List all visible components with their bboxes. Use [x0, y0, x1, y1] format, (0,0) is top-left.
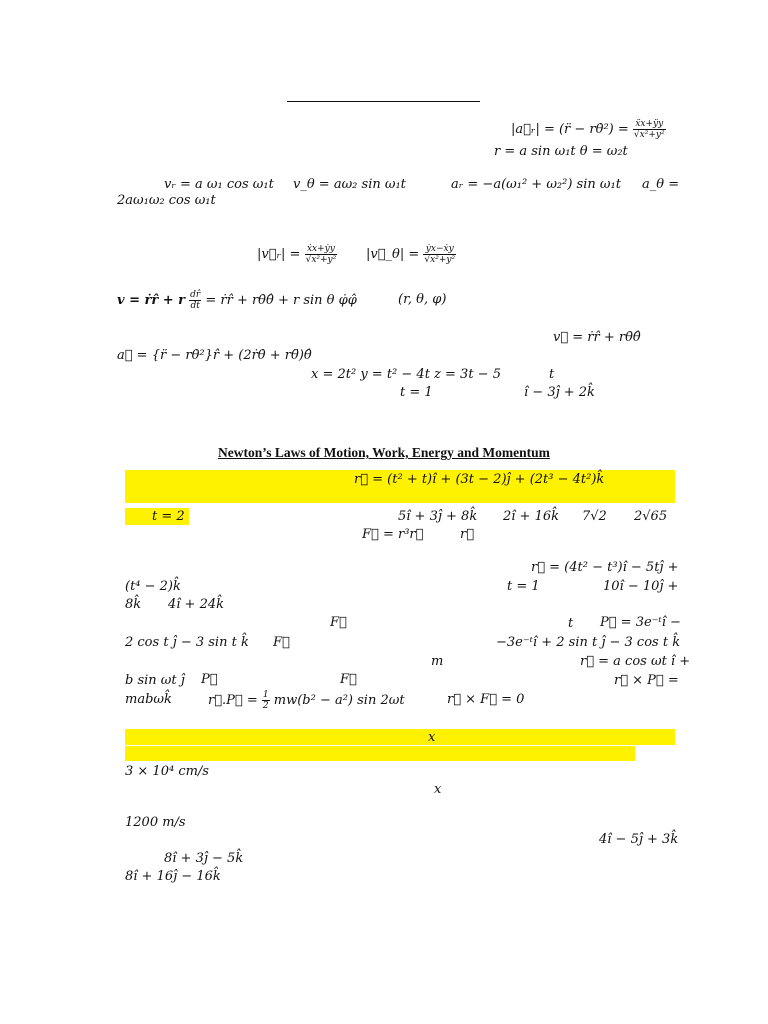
- vth-abs-fraction: [423, 244, 456, 265]
- ar-num: ẍx+ÿy: [633, 119, 666, 130]
- t-var: t: [549, 367, 555, 382]
- highlight-bar-4: [125, 729, 675, 745]
- r-theta-eq: r = a sin ω₁t θ = ω₂t: [494, 144, 628, 159]
- mab-expr: mabωk̂: [125, 692, 172, 707]
- vel-frac-num: dr̂: [190, 290, 201, 300]
- p-eq-b: 2 cos t ĵ − 3 sin t k̂: [125, 635, 249, 650]
- option-5: 10î − 10ĵ +: [603, 579, 679, 594]
- m-symbol: m: [431, 654, 444, 669]
- rxf-eq: r⃗ × F⃗ = 0: [447, 692, 525, 707]
- vtheta-eq: v_θ = aω₂ sin ω₁t: [293, 177, 406, 192]
- vth-abs-num: ẏx−ẋy: [423, 244, 456, 255]
- vr-eq: vᵣ = a ω₁ cos ω₁t: [164, 177, 274, 192]
- highlight-bar-2: [125, 489, 675, 503]
- F-symbol-2: F⃗: [273, 635, 290, 650]
- speed-2: 1200 m/s: [125, 815, 186, 830]
- atheta-lhs: a_θ =: [642, 177, 680, 192]
- option-5b: 8k̂: [125, 597, 142, 612]
- xyz-eq: x = 2t² y = t² − 4t z = 3t − 5: [311, 367, 501, 382]
- option-3: 7√2: [582, 509, 607, 524]
- vec3: 8î + 3ĵ − 5k̂: [164, 851, 244, 866]
- f-eq: F⃗ = r³r⃗: [362, 527, 424, 542]
- p-eq-a: P⃗ = 3e⁻ᵗî −: [600, 615, 681, 630]
- ar-den: √x²+y²: [633, 130, 665, 140]
- f-expr: −3e⁻ᵗî + 2 sin t ĵ − 3 cos t k̂: [496, 635, 681, 650]
- section-title: Newton’s Laws of Motion, Work, Energy and Momentum: [218, 445, 550, 460]
- ar-fraction: [633, 119, 666, 140]
- highlight-bar-5: [125, 746, 635, 761]
- vth-abs-eq: [366, 244, 456, 265]
- velocity-spherical-eq: [117, 290, 357, 311]
- rxp-eq: r⃗ × P⃗ =: [614, 673, 679, 688]
- vr-abs-num: ẋx+ẏy: [305, 244, 338, 255]
- vr-abs-lhs: |v⃗ᵣ| =: [257, 247, 301, 262]
- half-num: 1: [262, 690, 269, 700]
- option-1: 5î + 3ĵ + 8k̂: [398, 509, 478, 524]
- vec2: 4î − 5ĵ + 3k̂: [599, 832, 679, 847]
- r-bsin: b sin ωt ĵ: [125, 673, 185, 688]
- top-rule: [287, 101, 480, 102]
- half-fraction: [262, 690, 270, 711]
- t-symbol: t: [568, 616, 574, 631]
- P-symbol: P⃗: [201, 672, 218, 687]
- vel-rhs: = ṙr̂ + rθ̇θ̂ + r sin θ φ̇φ̂: [205, 293, 357, 308]
- r-vec-eq: r⃗ = (t² + t)î + (3t − 2)ĵ + (2t³ − 4t²)k̂: [354, 472, 605, 487]
- vr-abs-fraction: [305, 244, 338, 265]
- rdotp-lhs: r⃗.P⃗ =: [208, 693, 258, 708]
- x-symbol-2: x: [434, 782, 442, 797]
- a-polar-eq: a⃗ = {r̈ − rθ̇²}r̂ + (2ṙθ̇ + rθ̈)θ̂: [117, 348, 312, 363]
- vth-abs-den: √x²+y²: [424, 255, 456, 265]
- F-symbol: F⃗: [330, 615, 347, 630]
- r-acos: r⃗ = a cos ωt î +: [580, 654, 691, 669]
- ar-lhs: |a⃗ᵣ| = (r̈ − rθ̇²) =: [511, 122, 629, 137]
- vr-abs-eq: [257, 244, 337, 265]
- vec1: î − 3ĵ + 2k̂: [524, 385, 595, 400]
- vr-abs-den: √x²+y²: [305, 255, 337, 265]
- rdotp-eq: [208, 690, 405, 711]
- vel-fraction: [189, 290, 201, 311]
- vec4: 8î + 16ĵ − 16k̂: [125, 869, 221, 884]
- t-eq3: t = 1: [507, 579, 540, 594]
- rdotp-rhs: mw(b² − a²) sin 2ωt: [273, 693, 405, 708]
- t-eq2: t = 2: [152, 509, 185, 524]
- r-vec2b: (t⁴ − 2)k̂: [125, 579, 181, 594]
- vel-lhs: v = ṙr̂ + r: [117, 293, 185, 308]
- coords-label: (r, θ, φ): [398, 292, 447, 307]
- vel-frac-den: dt: [190, 301, 200, 311]
- t-eq1: t = 1: [400, 385, 433, 400]
- r-symbol: r⃗: [460, 527, 475, 542]
- option-6: 4î + 24k̂: [168, 597, 225, 612]
- speed-1: 3 × 10⁴ cm/s: [125, 764, 209, 779]
- option-2: 2î + 16k̂: [503, 509, 560, 524]
- v-polar-eq: v⃗ = ṙr̂ + rθ̇θ̂: [553, 330, 641, 345]
- ar-magnitude-eq: [511, 119, 666, 140]
- r-vec2a: r⃗ = (4t² − t³)î − 5tĵ +: [531, 560, 679, 575]
- option-4: 2√65: [634, 509, 668, 524]
- ar-expr: aᵣ = −a(ω₁² + ω₂²) sin ω₁t: [451, 177, 621, 192]
- vth-abs-lhs: |v⃗_θ| =: [366, 247, 420, 262]
- atheta-rhs: 2aω₁ω₂ cos ω₁t: [117, 193, 216, 208]
- x-symbol-1: x: [428, 730, 436, 745]
- F-symbol-3: F⃗: [340, 672, 357, 687]
- half-den: 2: [262, 701, 269, 711]
